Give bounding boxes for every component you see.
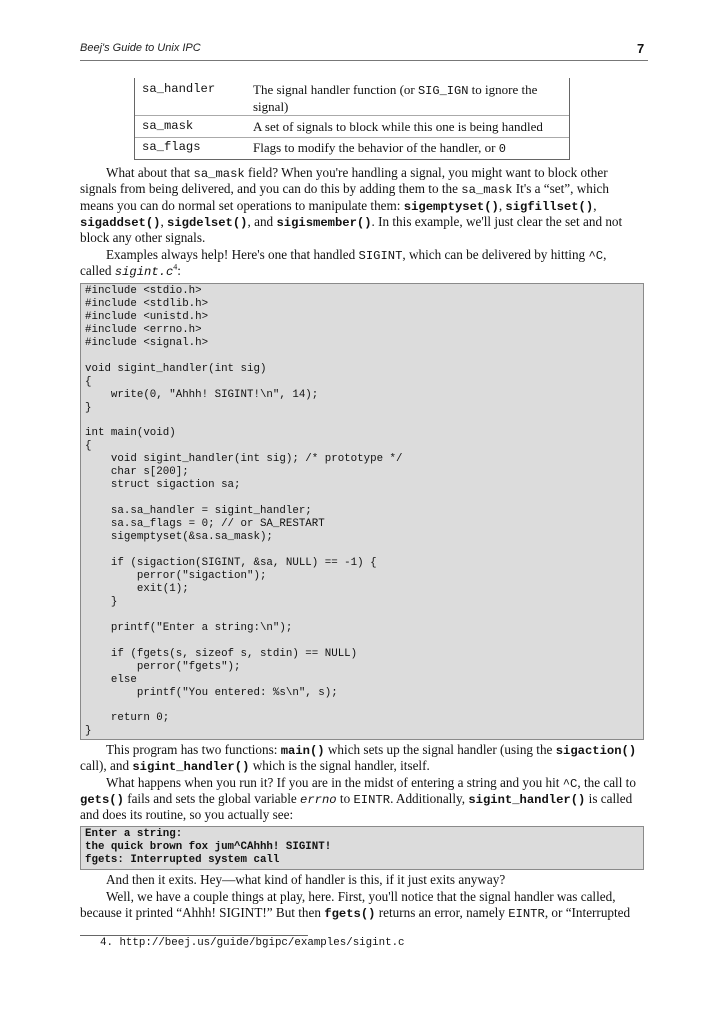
field-name: sa_mask bbox=[142, 119, 194, 133]
footnote-url[interactable]: 4. http://beej.us/guide/bgipc/examples/sigint.c bbox=[100, 937, 405, 949]
field-name: sa_handler bbox=[142, 82, 216, 96]
footnote-rule bbox=[80, 935, 308, 936]
field-description: Flags to modify the behavior of the handler, or 0 bbox=[253, 140, 506, 156]
paragraph-two-functions: This program has two functions: main() which sets up the signal handler (using the sigaction() call), and sigint_handler() which is the signal handler, itself. bbox=[80, 742, 637, 775]
sigaction-fields-table bbox=[134, 78, 570, 160]
example-file-link[interactable]: sigint.c bbox=[114, 264, 174, 279]
paragraph-example-intro: Examples always help! Here's one that handled SIGINT, which can be delivered by hitting ^C, called $sigint.c^4$: bbox=[80, 246, 607, 279]
page-number: 7 bbox=[637, 41, 645, 56]
code-text: #include <stdio.h> #include <stdlib.h> #include <unistd.h> #include <errno.h> #include <signal.h> void sigint_handler(int sig) { write(0, "Ahhh! SIGINT!\n", 14); } int main(void) { void sigint_handler(int sig); /* prototype */ char s[200]; struct sigaction sa; sa.sa_handler = sigint_handler; sa.sa_flags = 0; // or SA_RESTART sigemptyset(&sa.sa_mask); if (sigaction(SIGINT, &sa, NULL) == -1) { perror("sigaction"); exit(1); } printf("Enter a string:\n"); if (fgets(s, sizeof s, stdin) == NULL) perror("fgets"); else printf("You entered: %s\n", s); return 0; } bbox=[85, 285, 403, 738]
paragraph-couple-things: Well, we have a couple things at play, here. First, you'll notice that the signal handler was called, because it printed “Ahhh! SIGINT!” But then fgets() returns an error, namely EINTR, or “Interrupted bbox=[80, 888, 631, 921]
paragraph-sa-mask: What about that sa_mask field? When you're handling a signal, you might want to block other signals from being delivered, and you can do this by adding them to the sa_mask It's a “set”, which means you can do normal set operations to manipulate them: sigemptyset(), sigfillset(), sigaddset(), sigdelset(), and sigismember(). In this example, we'll just clear the set and not block any other signals. bbox=[80, 165, 623, 246]
running-title: Beej's Guide to Unix IPC bbox=[80, 42, 201, 54]
row-divider bbox=[135, 115, 569, 116]
output-text: Enter a string: the quick brown fox jum^CAhhh! SIGINT! fgets: Interrupted system call bbox=[85, 828, 332, 866]
field-description: A set of signals to block while this one is being handled bbox=[253, 119, 543, 134]
code-listing-sigint bbox=[80, 283, 644, 740]
program-output-listing bbox=[80, 826, 644, 870]
header-rule bbox=[80, 60, 648, 61]
field-name: sa_flags bbox=[142, 140, 201, 154]
row-divider bbox=[135, 137, 569, 138]
footnote-ref: 4 bbox=[173, 262, 178, 272]
paragraph-exits: And then it exits. Hey—what kind of handler is this, if it just exits anyway? bbox=[106, 872, 506, 887]
paragraph-what-happens: What happens when you run it? If you are in the midst of entering a string and you hit ^C, the call to gets() fails and sets the global variable errno to EINTR. Additionally, sigint_handler() is called and does its routine, so you actually see: bbox=[80, 774, 636, 823]
field-description: The signal handler function (or SIG_IGN to ignore the signal) bbox=[253, 82, 538, 114]
